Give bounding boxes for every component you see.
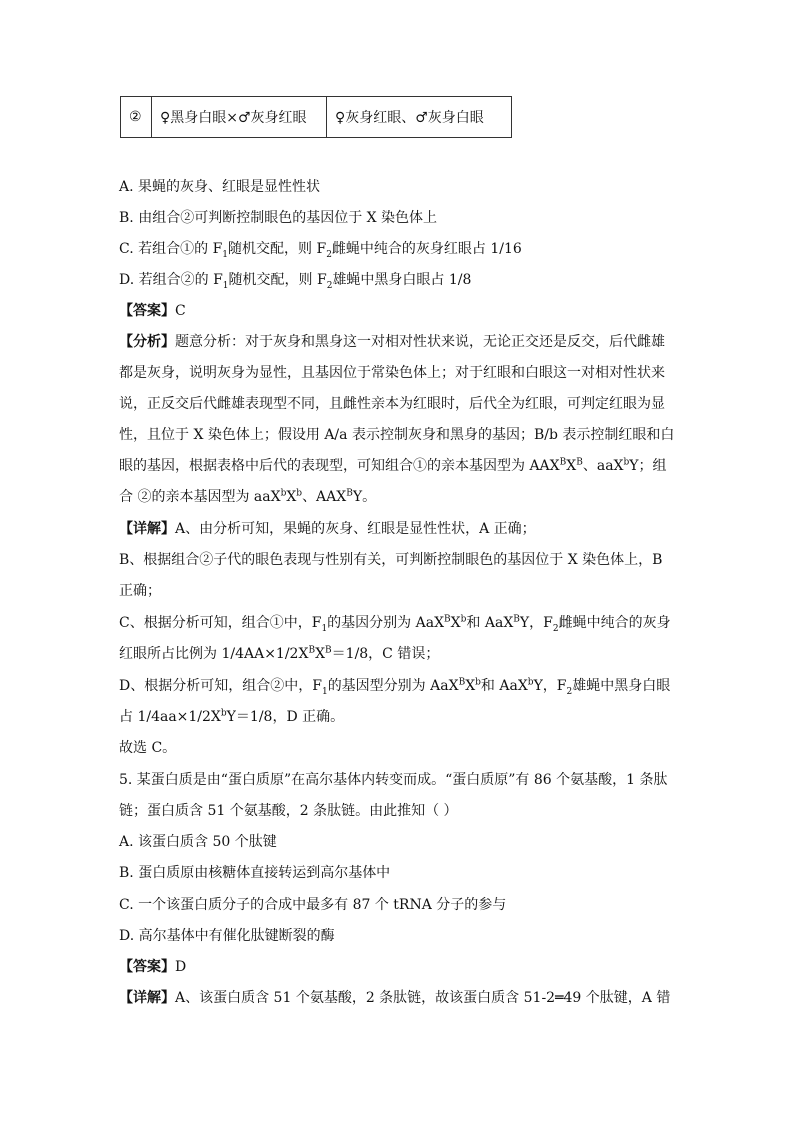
analysis-line-6: 合 ②的亲本基因型为 $aaX^bX^b$、$AAX^BY$。	[119, 488, 377, 505]
detail-conclusion: 故选 C。	[119, 740, 177, 756]
table-cell-offspring: ♀灰身红眼、♂灰身白眼	[327, 97, 512, 138]
cross-table	[120, 96, 512, 138]
analysis-line-2: 都是灰身，说明灰身为显性，且基因位于常染色体上；对于红眼和白眼这一对相对性状来	[119, 365, 665, 381]
detail-line-b2: 正确；	[119, 583, 161, 599]
analysis-line-5: 眼的基因，根据表格中后代的表现型，可知组合①的亲本基因型为 $AAX^BX^B$、aaX$^b$Y；组	[119, 457, 667, 474]
q4-option-c: C. 若组合①的 $F_1$随机交配，则 $F_2$雌蝇中纯合的灰身红眼占 1/16	[119, 241, 522, 260]
q5-option-a: A. 该蛋白质含 50 个肽键	[119, 834, 277, 850]
table-cell-combo: ②	[121, 97, 152, 138]
q5-answer: 【答案】D	[119, 959, 187, 975]
detail-line-c1: C、根据分析可知，组合①中，$F_1$的基因分别为 $AaX^BX^b$和 AaX$^B$Y，$F_2$雌蝇中纯合的灰身	[119, 614, 671, 634]
q4-answer: 【答案】C	[119, 303, 186, 319]
detail-line-d2: 占 $1/4aa\times 1/2X^bY=1/8$，D 正确。	[119, 708, 345, 725]
q5-stem-1: 5. 某蛋白质是由“蛋白质原”在高尔基体内转变而成。“蛋白质原”有 86 个氨基酸，1 条肽	[119, 772, 668, 788]
q5-detail: 【详解】A、该蛋白质含 51 个氨基酸，2 条肽链，故该蛋白质含 51-2═49 个肽键，A 错	[119, 990, 671, 1006]
detail-line-a: 【详解】A、由分析可知，果蝇的灰身、红眼是显性性状，A 正确；	[119, 521, 536, 537]
analysis-line-4: 性，且位于 X 染色体上；假设用 A/a 表示控制灰身和黑身的基因；B/b 表示控制红眼和白	[119, 427, 675, 443]
table-row	[121, 97, 512, 138]
detail-line-c2: 红眼所占比例为 $1/4AA\times 1/2X^BX^B=1/8$，C 错误；	[119, 645, 440, 662]
detail-line-b1: B、根据组合②子代的眼色表现与性别有关，可判断控制眼色的基因位于 X 染色体上，B	[119, 552, 663, 568]
analysis-line-3: 说，正反交后代雌雄表现型不同，且雌性亲本为红眼时，后代全为红眼，可判定红眼为显	[119, 396, 665, 412]
q5-stem-2: 链；蛋白质含 51 个氨基酸，2 条肽链。由此推知（ ）	[119, 803, 458, 819]
q4-option-b: B. 由组合②可判断控制眼色的基因位于 X 染色体上	[119, 210, 438, 226]
q5-option-c: C. 一个该蛋白质分子的合成中最多有 87 个 tRNA 分子的参与	[119, 897, 507, 913]
analysis-line-1: 【分析】题意分析：对于灰身和黑身这一对相对性状来说，无论正交还是反交，后代雌雄	[119, 334, 665, 350]
q4-option-a: A. 果蝇的灰身、红眼是显性性状	[119, 179, 321, 195]
table-cell-parents: ♀黑身白眼×♂灰身红眼	[152, 97, 327, 138]
q4-option-d: D. 若组合②的 $F_1$随机交配，则 $F_2$雄蝇中黑身白眼占 1/8	[119, 272, 472, 291]
detail-line-d1: D、根据分析可知，组合②中，$F_1$的基因型分别为 $AaX^BX^b$和 AaX$^b$Y，$F_2$雄蝇中黑身白眼	[119, 677, 671, 697]
q5-option-b: B. 蛋白质原由核糖体直接转运到高尔基体中	[119, 865, 391, 881]
q5-option-d: D. 高尔基体中有催化肽键断裂的酶	[119, 928, 335, 944]
